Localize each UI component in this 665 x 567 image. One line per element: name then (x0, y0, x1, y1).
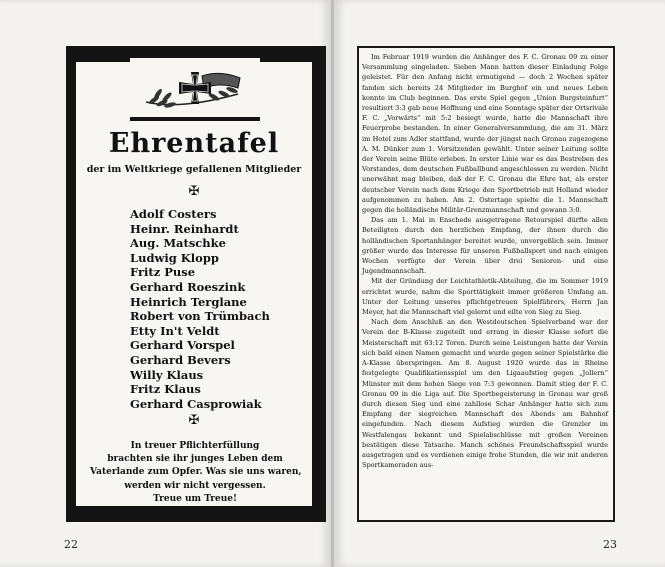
paragraph: Mit der Gründung der Leichtathletik-Abteilung, die im Sommer 1919 errichtet wurde, nahm die Sporttätigkeit immer größeren Umfang an. Unter der Leitung unseres pflichtgetreuen Spielführers, Herrn Jan Meyer, hat die Mannschaft viel gelernt und eilte von Sieg zu Sieg. (362, 277, 608, 317)
iron-cross-with-laurel-icon (140, 64, 250, 114)
list-item: Heinr. Reinhardt (130, 221, 239, 236)
page-number-left: 22 (64, 538, 78, 551)
tribute-line: werden wir nicht vergessen. (124, 480, 266, 491)
emblem-divider (130, 117, 260, 120)
paragraph: Nach dem Anschluß an den Westdeutschen Spielverband war der Verein der B-Klasse zugeteilt und errang in dieser Klasse sofort die Meisterschaft mit 63:12 Toren. Durch seine Leistungen hatte der Verein sich bald einen Namen gemacht und wurde gegen seiner Spielstärke die A-Klasse überspringen. Am 8. August 1920 wurde das in Rheine festgelegte Qualifikationsspiel um den Ligaaufstieg gegen „Jollern“ Münster mit dem hohen Siege von 7:3 gewonnen. Damit stieg der F. C. Gronau 09 in die Liga auf. Die Sportbegeisterung in Gronau war groß durch diesen Sieg und eine zahllose Schar Anhänger hatte sich zum Empfang der siegreichen Mannschaft des Abends am Bahnhof eingefunden. Nach diesem Aufstieg wurden die Grenzler im Westfalengau bekannt und Spielabschlüsse mit großen Vereinen bestätigen diese Tatsache. Manch schönes Freundschaftsspiel wurde ausgetragen und es verdienen einige frohe Stunden, die wir mit anderen Sportkameraden aus- (362, 318, 608, 470)
tribute-line: brachten sie ihr junges Leben dem (107, 454, 283, 465)
tribute-line: Vaterlande zum Opfer. Was sie uns waren, (90, 467, 302, 478)
page-number-right: 23 (603, 538, 617, 551)
list-item: Willy Klaus (130, 367, 204, 382)
list-item: Adolf Costers (130, 207, 217, 221)
list-item: Gerhard Vorspel (130, 338, 235, 353)
list-item: Robert von Trümbach (130, 309, 270, 324)
paragraph: Im Februar 1919 wurden die Anhänger des F. C. Gronau 09 zu einer Versammlung eingeladen. Sieben Mann hatten dieser Einladung Folge geleistet. Für den Anfang nicht ermutigend — doch 2 Wochen später fanden sich bereits 24 Mitglieder im Burghof ein und neues Leben konnte im Club beginnen. Das erste Spiel gegen „Union Burgsteinfurt“ resultiert 3:3 gab neue Hoffnung und eine Sonntage später der Ortsrivale F. C. „Vorwärts“ mit 5:2 besiegt wurde, hatte die Mannschaft ihre Feuerprobe bestanden. In einer Generalversammlung, die am 31. März im Hotel zum Adler stattfand, wurde der jüngst nach Gronau zugezogene A. M. Dünker zum 1. Vorsitzenden gewählt. Unter seiner Leitung sollte der Verein seine Blüte erleben. In erster Linie war es das Bestreben des Vorstandes, dem deutschen Fußballbund angeschlossen zu werden. Nicht unerwähnt mag bleiben, daß der F. C. Gronau die Ehre hat, als erster deutscher Verein nach dem Kriege den Sportbetrieb mit Holland wieder aufgenommen zu haben. Am 2. Ostertage spielte die 1. Mannschaft gegen die holländische Militär-Grenzmannschaft und gewann 3:0. (362, 53, 608, 215)
page-subtitle: der im Weltkriege gefallenen Mitglieder (86, 164, 302, 175)
cross-ornament-bottom: ✠ (188, 413, 200, 428)
tribute-line: In treuer Pflichterfüllung (130, 441, 260, 451)
list-item: Fritz Puse (130, 265, 196, 280)
list-item: Etty In't Veldt (130, 323, 220, 338)
tribute-text (90, 440, 300, 506)
list-item: Gerhard Roeszink (130, 279, 246, 294)
club-history-text (362, 52, 608, 470)
page-title: Ehrentafel (108, 128, 280, 159)
list-item: Ludwig Klopp (130, 250, 219, 265)
tribute-line: Treue um Treue! (153, 493, 237, 504)
fallen-members-list (130, 207, 270, 411)
list-item: Gerhard Bevers (130, 352, 231, 367)
list-item: Aug. Matschke (130, 236, 226, 251)
list-item: Heinrich Terglane (130, 294, 247, 309)
paragraph: Das am 1. Mai in Enschede ausgetragene Retourspiel dürfte allen Beteiligten durch den herzlichen Empfang, der ihnen durch die holländischen Sportanhänger bereitet wurde, unvergeßlich sein. Immer größer wurde das Interesse für unseren Fußballsport und nach einigen Wochen verfügte der Verein über drei Senioren- und eine Jugendmannschaft. (362, 216, 608, 276)
list-item: Fritz Klaus (130, 382, 201, 397)
list-item: Gerhard Casprowiak (130, 396, 262, 411)
cross-ornament-top: ✠ (188, 184, 200, 199)
